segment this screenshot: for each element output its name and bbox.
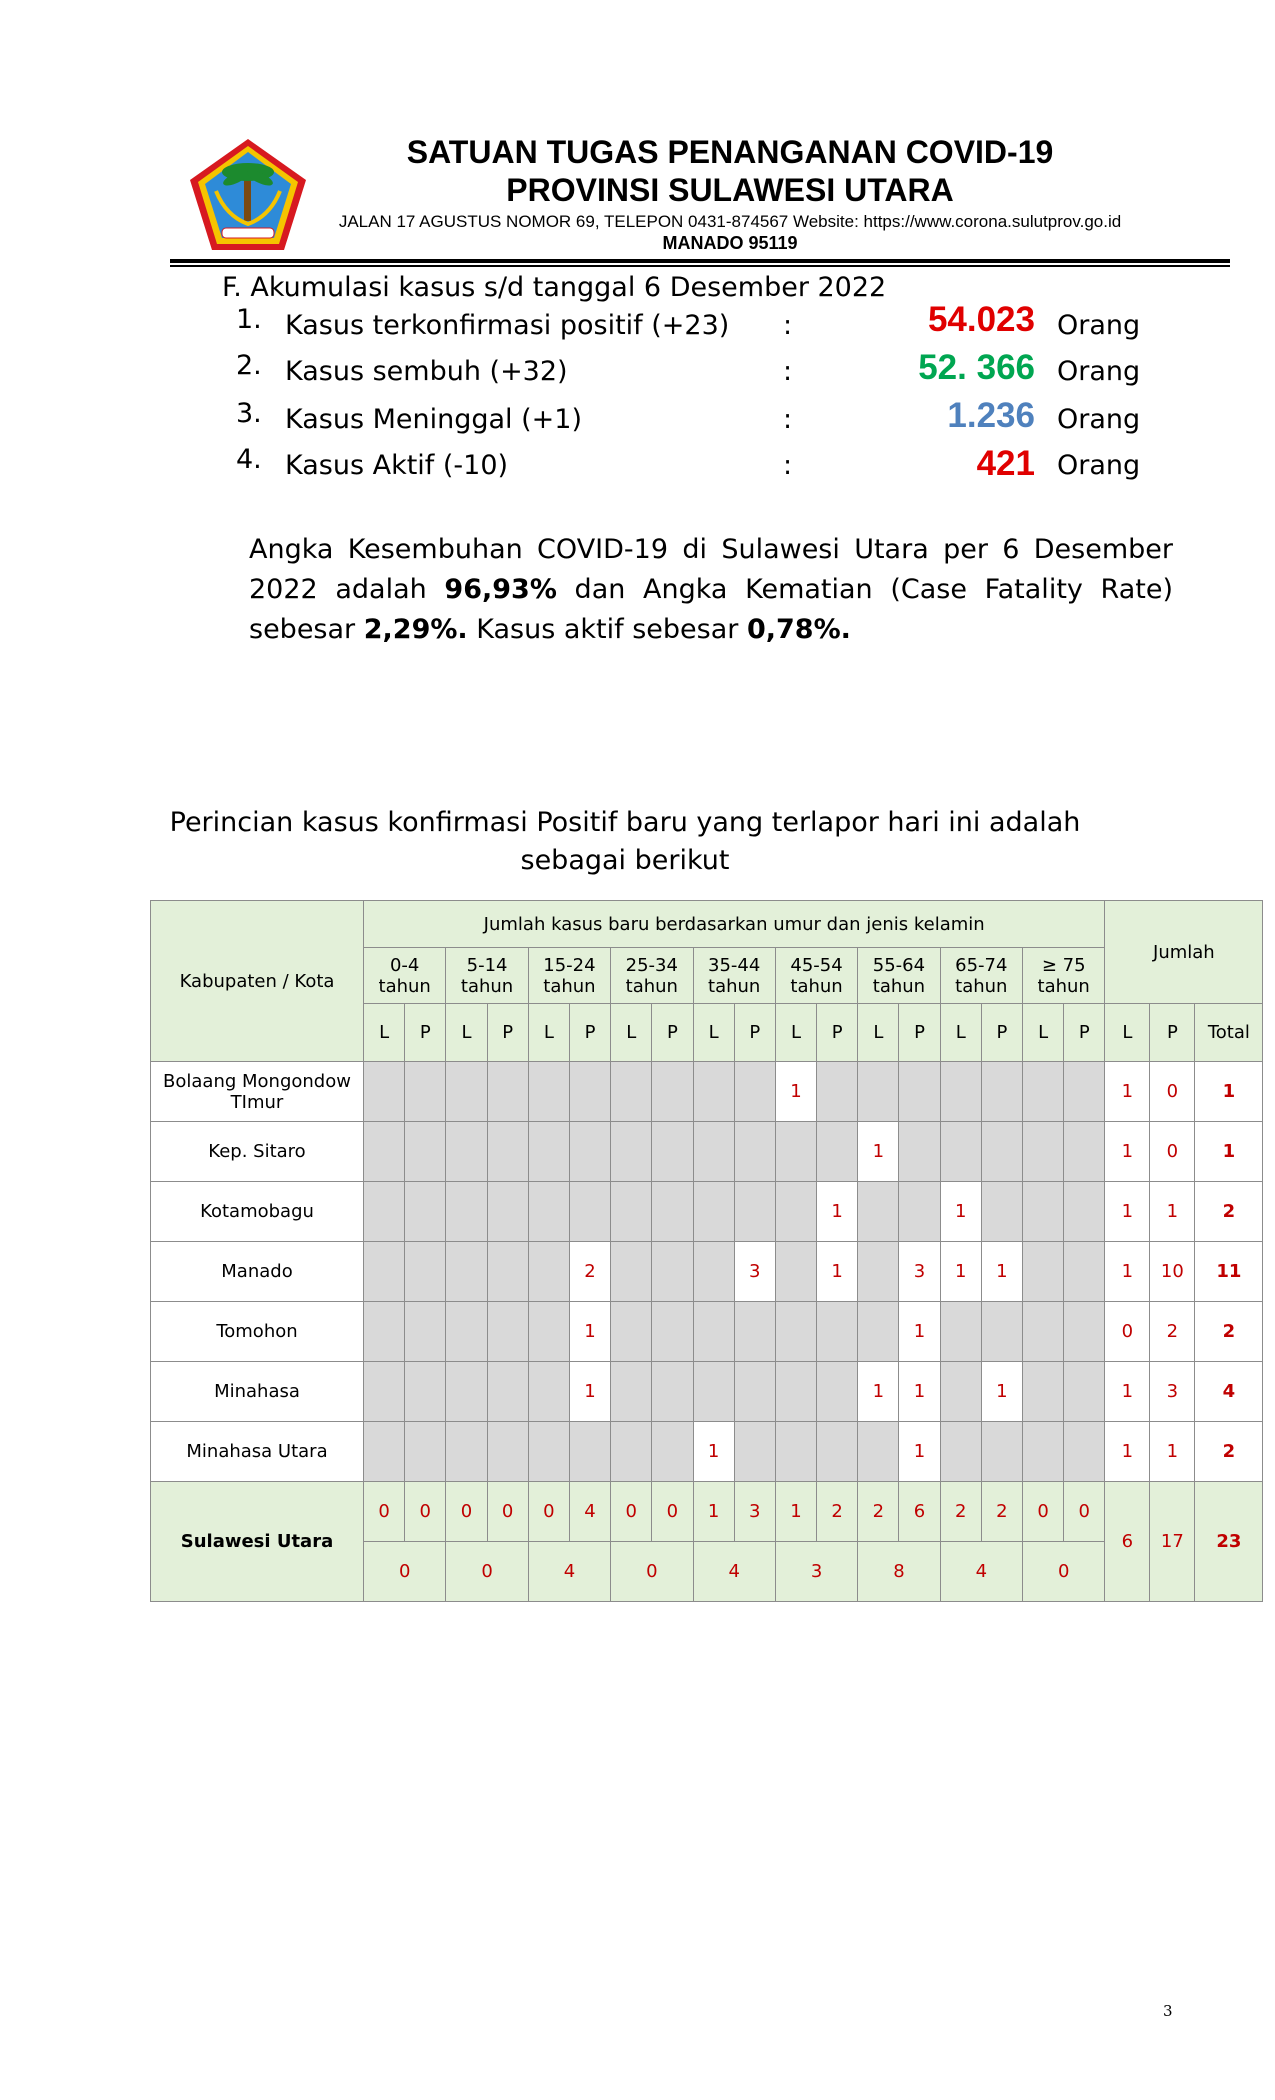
case-count-cell: 1 <box>899 1362 940 1422</box>
summary-count-cell: 3 <box>734 1482 775 1542</box>
header-age-group <box>775 948 857 1004</box>
summary-item-number: 2. <box>236 350 262 381</box>
case-count-cell <box>652 1182 693 1242</box>
case-count-cell: 1 <box>858 1122 899 1182</box>
header-address: JALAN 17 AGUSTUS NOMOR 69, TELEPON 0431-874567 Website: https://www.corona.sulutprov.go.id <box>338 212 1122 231</box>
region-name: Manado <box>151 1242 364 1302</box>
table-caption <box>150 804 1100 880</box>
summary-age-group-total: 4 <box>528 1542 610 1602</box>
case-count-cell <box>1064 1182 1105 1242</box>
header-title-line1: SATUAN TUGAS PENANGANAN COVID-19 <box>406 134 1054 170</box>
case-count-cell <box>775 1122 816 1182</box>
case-count-cell <box>364 1062 405 1122</box>
summary-age-group-total: 0 <box>446 1542 528 1602</box>
case-count-cell: 1 <box>981 1362 1022 1422</box>
table-row <box>151 1242 1263 1302</box>
row-total-l: 1 <box>1105 1122 1150 1182</box>
case-count-cell <box>734 1362 775 1422</box>
header-total-group: Jumlah <box>1105 901 1263 1004</box>
row-total-l: 1 <box>1105 1422 1150 1482</box>
summary-item-colon: : <box>783 450 793 481</box>
summary-item-colon: : <box>783 356 793 387</box>
header-sex-l: L <box>528 1004 569 1062</box>
case-count-cell <box>652 1242 693 1302</box>
summary-count-cell: 2 <box>981 1482 1022 1542</box>
case-count-cell <box>364 1182 405 1242</box>
age-range: 5-14 <box>466 954 508 976</box>
summary-count-cell: 0 <box>1023 1482 1064 1542</box>
age-unit: tahun <box>1037 975 1090 997</box>
summary-item-unit: Orang <box>1057 404 1141 435</box>
header-sex-p: P <box>652 1004 693 1062</box>
case-count-cell <box>981 1122 1022 1182</box>
header-sex-l: L <box>446 1004 487 1062</box>
summary-count-cell: 2 <box>858 1482 899 1542</box>
header-sex-p: P <box>569 1004 610 1062</box>
summary-item-colon: : <box>783 404 793 435</box>
case-count-cell <box>487 1062 528 1122</box>
summary-item-label: Kasus terkonfirmasi positif (+23) <box>285 310 730 341</box>
case-count-cell <box>940 1422 981 1482</box>
case-count-cell <box>528 1422 569 1482</box>
case-count-cell <box>817 1062 858 1122</box>
case-count-cell <box>1023 1062 1064 1122</box>
age-unit: tahun <box>460 975 514 997</box>
case-count-cell <box>858 1062 899 1122</box>
table-row <box>151 1182 1263 1242</box>
header-rule-thin <box>170 265 1230 267</box>
case-count-cell <box>1023 1182 1064 1242</box>
case-count-cell <box>817 1362 858 1422</box>
active-rate: 0,78%. <box>746 614 851 645</box>
header-total: Total <box>1195 1004 1263 1062</box>
summary-count-cell: 2 <box>817 1482 858 1542</box>
case-count-cell <box>899 1062 940 1122</box>
case-count-cell <box>734 1302 775 1362</box>
age-range: 35-44 <box>708 954 761 976</box>
case-count-cell <box>611 1242 652 1302</box>
summary-count-cell: 0 <box>405 1482 446 1542</box>
case-count-cell <box>981 1062 1022 1122</box>
summary-age-group-total: 4 <box>940 1542 1022 1602</box>
summary-item-number: 4. <box>236 444 262 475</box>
header-sex-l: L <box>775 1004 816 1062</box>
row-total: 1 <box>1195 1062 1263 1122</box>
case-count-cell <box>405 1122 446 1182</box>
header-sex-p: P <box>487 1004 528 1062</box>
row-total-l: 0 <box>1105 1302 1150 1362</box>
header-sex-l: L <box>693 1004 734 1062</box>
case-count-cell <box>652 1122 693 1182</box>
age-range: 45-54 <box>790 954 843 976</box>
summary-count-cell: 4 <box>569 1482 610 1542</box>
header-age-group <box>364 948 446 1004</box>
row-total: 1 <box>1195 1122 1263 1182</box>
age-range: 25-34 <box>625 954 678 976</box>
age-unit: tahun <box>790 975 843 997</box>
case-count-cell <box>734 1122 775 1182</box>
case-count-cell <box>611 1182 652 1242</box>
summary-count-cell: 0 <box>611 1482 652 1542</box>
row-total: 4 <box>1195 1362 1263 1422</box>
age-range: 65-74 <box>955 954 1008 976</box>
header-region: Kabupaten / Kota <box>151 901 364 1062</box>
summary-count-cell: 2 <box>940 1482 981 1542</box>
case-count-cell <box>1064 1422 1105 1482</box>
case-count-cell <box>364 1242 405 1302</box>
header-rule-thick <box>170 259 1230 263</box>
case-count-cell <box>981 1182 1022 1242</box>
table-row <box>151 1062 1263 1122</box>
header-sex-l: L <box>940 1004 981 1062</box>
case-count-cell <box>611 1302 652 1362</box>
fatality-rate: 2,29%. <box>363 614 468 645</box>
case-count-cell <box>1023 1122 1064 1182</box>
row-total-p: 0 <box>1150 1062 1195 1122</box>
case-count-cell <box>1064 1302 1105 1362</box>
summary-count-cell: 0 <box>446 1482 487 1542</box>
case-count-cell: 1 <box>569 1362 610 1422</box>
case-count-cell <box>734 1062 775 1122</box>
case-count-cell <box>364 1422 405 1482</box>
case-count-cell: 1 <box>817 1182 858 1242</box>
paragraph-text-1: Angka Kesembuhan COVID-19 di Sulawesi Utara per 6 Desember 2022 adalah <box>249 534 1173 605</box>
case-count-cell <box>693 1062 734 1122</box>
summary-item-value: 421 <box>976 444 1035 483</box>
case-count-cell <box>1064 1362 1105 1422</box>
summary-row <box>151 1482 1263 1542</box>
summary-age-group-total: 4 <box>693 1542 775 1602</box>
case-count-cell: 1 <box>817 1242 858 1302</box>
case-count-cell <box>652 1362 693 1422</box>
summary-item-value: 1.236 <box>947 396 1035 435</box>
paragraph-text-3: Kasus aktif sebesar <box>467 614 747 645</box>
case-count-cell <box>405 1422 446 1482</box>
row-total: 11 <box>1195 1242 1263 1302</box>
case-count-cell <box>734 1182 775 1242</box>
case-count-cell <box>528 1242 569 1302</box>
province-logo <box>186 136 310 254</box>
case-count-cell <box>652 1062 693 1122</box>
case-count-cell <box>446 1242 487 1302</box>
case-count-cell <box>693 1122 734 1182</box>
case-count-cell <box>775 1242 816 1302</box>
case-count-cell <box>611 1062 652 1122</box>
row-total: 2 <box>1195 1302 1263 1362</box>
case-count-cell: 1 <box>693 1422 734 1482</box>
age-range: 0-4 <box>389 954 420 976</box>
case-count-cell <box>446 1062 487 1122</box>
case-count-cell: 1 <box>775 1062 816 1122</box>
age-range: ≥ 75 <box>1041 954 1086 976</box>
header-city: MANADO 95119 <box>662 233 798 253</box>
region-name: Kep. Sitaro <box>151 1122 364 1182</box>
summary-count-cell: 6 <box>899 1482 940 1542</box>
case-count-cell <box>528 1302 569 1362</box>
row-total-p: 1 <box>1150 1182 1195 1242</box>
row-total-p: 10 <box>1150 1242 1195 1302</box>
case-count-cell <box>940 1302 981 1362</box>
case-count-cell <box>364 1362 405 1422</box>
case-count-cell <box>734 1422 775 1482</box>
header-sex-l: L <box>611 1004 652 1062</box>
header-title-line2: PROVINSI SULAWESI UTARA <box>506 172 954 208</box>
summary-item-number: 3. <box>236 398 262 429</box>
region-name: Minahasa <box>151 1362 364 1422</box>
header-age-group <box>693 948 775 1004</box>
case-count-cell <box>693 1302 734 1362</box>
case-count-cell <box>1023 1242 1064 1302</box>
row-total-p: 0 <box>1150 1122 1195 1182</box>
case-count-cell <box>487 1422 528 1482</box>
case-count-cell <box>487 1242 528 1302</box>
case-count-cell <box>775 1362 816 1422</box>
header-age-group <box>446 948 528 1004</box>
summary-item-unit: Orang <box>1057 356 1141 387</box>
summary-count-cell: 1 <box>693 1482 734 1542</box>
header-age-group <box>1023 948 1105 1004</box>
case-count-cell <box>652 1302 693 1362</box>
summary-total: 23 <box>1195 1482 1263 1602</box>
case-count-cell <box>899 1182 940 1242</box>
row-total-l: 1 <box>1105 1062 1150 1122</box>
case-count-cell <box>405 1182 446 1242</box>
case-count-cell <box>446 1182 487 1242</box>
case-count-cell <box>487 1122 528 1182</box>
case-count-cell <box>569 1422 610 1482</box>
case-count-cell: 1 <box>569 1302 610 1362</box>
case-count-cell <box>487 1182 528 1242</box>
table-row <box>151 1362 1263 1422</box>
table-header-row <box>151 901 1263 948</box>
case-count-cell <box>1064 1242 1105 1302</box>
summary-age-group-total: 0 <box>611 1542 693 1602</box>
case-count-cell: 3 <box>734 1242 775 1302</box>
summary-item-number: 1. <box>236 304 262 335</box>
row-total-p: 2 <box>1150 1302 1195 1362</box>
case-count-cell <box>1023 1362 1064 1422</box>
case-count-cell <box>775 1422 816 1482</box>
header-sex-p: P <box>1064 1004 1105 1062</box>
row-total: 2 <box>1195 1182 1263 1242</box>
case-count-cell <box>858 1302 899 1362</box>
summary-count-cell: 0 <box>364 1482 405 1542</box>
case-count-cell <box>446 1302 487 1362</box>
case-count-cell: 1 <box>940 1182 981 1242</box>
recovery-paragraph <box>249 530 1173 650</box>
age-unit: tahun <box>378 975 431 997</box>
case-count-cell <box>981 1422 1022 1482</box>
table-caption-line1: Perincian kasus konfirmasi Positif baru yang terlapor hari ini adalah <box>169 807 1081 838</box>
table-row <box>151 1302 1263 1362</box>
summary-count-cell: 0 <box>528 1482 569 1542</box>
summary-age-group-total: 3 <box>775 1542 857 1602</box>
case-count-cell: 3 <box>899 1242 940 1302</box>
summary-count-cell: 0 <box>1064 1482 1105 1542</box>
case-count-cell <box>1064 1062 1105 1122</box>
case-count-cell <box>1023 1302 1064 1362</box>
case-count-cell: 2 <box>569 1242 610 1302</box>
case-count-cell <box>405 1062 446 1122</box>
section-title: F. Akumulasi kasus s/d tanggal 6 Desember 2022 <box>222 272 887 303</box>
case-count-cell: 1 <box>981 1242 1022 1302</box>
header-sex-p: P <box>817 1004 858 1062</box>
case-count-cell <box>693 1362 734 1422</box>
header-age-group <box>940 948 1022 1004</box>
table-caption-line2: sebagai berikut <box>520 845 730 876</box>
header-sex-l: L <box>1023 1004 1064 1062</box>
summary-count-cell: 0 <box>487 1482 528 1542</box>
case-count-cell: 1 <box>940 1242 981 1302</box>
header-total-l: L <box>1105 1004 1150 1062</box>
region-name: Minahasa Utara <box>151 1422 364 1482</box>
case-count-cell <box>858 1422 899 1482</box>
cases-table <box>150 900 1263 1602</box>
region-name: Bolaang Mongondow TImur <box>151 1062 364 1122</box>
summary-item-label: Kasus Aktif (-10) <box>285 450 509 481</box>
age-unit: tahun <box>625 975 678 997</box>
header-sex-p: P <box>405 1004 446 1062</box>
paragraph-text-2: dan Angka Kematian (Case Fatality Rate) sebesar <box>249 574 1173 645</box>
header-age-group <box>858 948 940 1004</box>
case-count-cell <box>899 1122 940 1182</box>
age-unit: tahun <box>955 975 1008 997</box>
case-count-cell <box>693 1242 734 1302</box>
case-count-cell <box>487 1362 528 1422</box>
case-count-cell: 1 <box>899 1302 940 1362</box>
case-count-cell <box>446 1362 487 1422</box>
age-range: 55-64 <box>872 954 926 976</box>
case-count-cell <box>775 1302 816 1362</box>
case-count-cell <box>817 1122 858 1182</box>
case-count-cell <box>1023 1422 1064 1482</box>
case-count-cell <box>940 1062 981 1122</box>
region-name: Kotamobagu <box>151 1182 364 1242</box>
row-total-l: 1 <box>1105 1242 1150 1302</box>
region-name: Tomohon <box>151 1302 364 1362</box>
case-count-cell <box>693 1182 734 1242</box>
case-count-cell <box>611 1122 652 1182</box>
recovery-rate: 96,93% <box>444 574 557 605</box>
summary-item-unit: Orang <box>1057 450 1141 481</box>
header-age-sex-group: Jumlah kasus baru berdasarkan umur dan jenis kelamin <box>364 901 1105 948</box>
case-count-cell <box>405 1302 446 1362</box>
case-count-cell <box>569 1182 610 1242</box>
case-count-cell <box>405 1242 446 1302</box>
row-total-l: 1 <box>1105 1362 1150 1422</box>
case-count-cell <box>569 1122 610 1182</box>
case-count-cell <box>1064 1122 1105 1182</box>
summary-item-colon: : <box>783 310 793 341</box>
summary-age-group-total: 0 <box>1023 1542 1105 1602</box>
case-count-cell <box>817 1422 858 1482</box>
header-sex-p: P <box>899 1004 940 1062</box>
case-count-cell <box>446 1122 487 1182</box>
case-count-cell: 1 <box>858 1362 899 1422</box>
summary-item-label: Kasus Meninggal (+1) <box>285 404 583 435</box>
case-count-cell: 1 <box>899 1422 940 1482</box>
case-count-cell <box>528 1062 569 1122</box>
case-count-cell <box>487 1302 528 1362</box>
case-count-cell <box>858 1242 899 1302</box>
summary-count-cell: 1 <box>775 1482 816 1542</box>
age-unit: tahun <box>872 975 926 997</box>
row-total: 2 <box>1195 1422 1263 1482</box>
case-count-cell <box>981 1302 1022 1362</box>
summary-count-cell: 0 <box>652 1482 693 1542</box>
header-sex-p: P <box>734 1004 775 1062</box>
case-count-cell <box>652 1422 693 1482</box>
case-count-cell <box>817 1302 858 1362</box>
table-row <box>151 1422 1263 1482</box>
row-total-p: 1 <box>1150 1422 1195 1482</box>
case-count-cell <box>364 1302 405 1362</box>
age-unit: tahun <box>543 975 596 997</box>
summary-item-value: 52. 366 <box>918 348 1035 387</box>
summary-item-unit: Orang <box>1057 310 1141 341</box>
case-count-cell <box>940 1122 981 1182</box>
row-total-l: 1 <box>1105 1182 1150 1242</box>
case-count-cell <box>364 1122 405 1182</box>
case-count-cell <box>569 1062 610 1122</box>
case-count-cell <box>528 1122 569 1182</box>
summary-item-label: Kasus sembuh (+32) <box>285 356 568 387</box>
header-total-p: P <box>1150 1004 1195 1062</box>
case-count-cell <box>446 1422 487 1482</box>
age-range: 15-24 <box>543 954 596 976</box>
header-sex-l: L <box>858 1004 899 1062</box>
summary-age-group-total: 8 <box>858 1542 940 1602</box>
summary-age-group-total: 0 <box>364 1542 446 1602</box>
header-age-group <box>528 948 610 1004</box>
case-count-cell <box>528 1362 569 1422</box>
case-count-cell <box>405 1362 446 1422</box>
case-count-cell <box>611 1362 652 1422</box>
row-total-p: 3 <box>1150 1362 1195 1422</box>
summary-total-l: 6 <box>1105 1482 1150 1602</box>
header-sex-l: L <box>364 1004 405 1062</box>
summary-total-p: 17 <box>1150 1482 1195 1602</box>
header-age-group <box>611 948 693 1004</box>
header-sex-p: P <box>981 1004 1022 1062</box>
summary-item-value: 54.023 <box>927 300 1035 339</box>
case-count-cell <box>940 1362 981 1422</box>
case-count-cell <box>528 1182 569 1242</box>
summary-region-name: Sulawesi Utara <box>151 1482 364 1602</box>
age-unit: tahun <box>708 975 761 997</box>
page-number: 3 <box>1163 2002 1173 2020</box>
table-row <box>151 1122 1263 1182</box>
case-count-cell <box>775 1182 816 1242</box>
case-count-cell <box>611 1422 652 1482</box>
case-count-cell <box>858 1182 899 1242</box>
